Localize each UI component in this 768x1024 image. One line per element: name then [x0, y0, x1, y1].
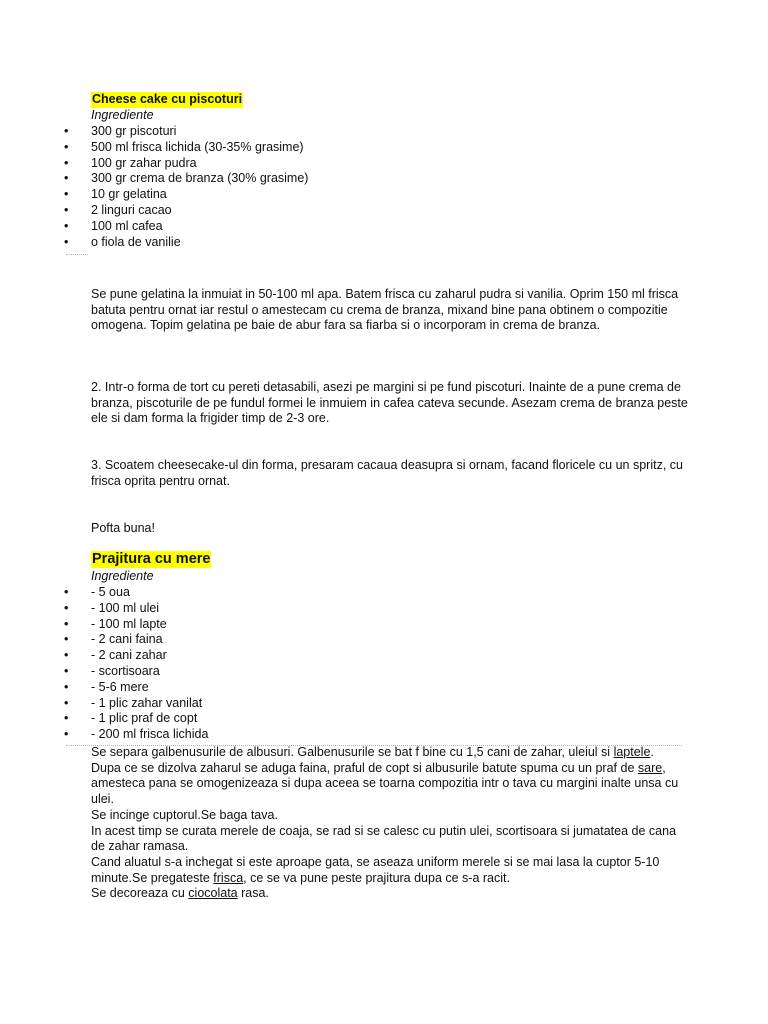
ingredient-item: • - 200 ml frisca lichida: [0, 727, 208, 743]
ingredient-item: • - 1 plic zahar vanilat: [0, 696, 208, 712]
recipe1-closing: Pofta buna!: [91, 521, 155, 535]
ingredient-item: • - 100 ml ulei: [0, 601, 208, 617]
ingredient-item: • - 2 cani faina: [0, 632, 208, 648]
ingredient-item: • - 5 oua: [0, 585, 208, 601]
ingredient-item: • 300 gr crema de branza (30% grasime): [0, 171, 308, 187]
recipe2-instructions: [91, 745, 681, 902]
recipe1-step3: 3. Scoatem cheesecake-ul din forma, presaram cacaua deasupra si ornam, facand floricele cu un spritz, cu frisca oprita pentru ornat.: [91, 458, 683, 488]
recipe1-ingredients: [0, 124, 308, 250]
ingredient-item: • - 1 plic praf de copt: [0, 711, 208, 727]
recipe1-step2: 2. Intr-o forma de tort cu pereti detasabili, asezi pe margini si pe fund piscoturi. Inainte de a pune crema de branza, piscoturile de pe fundul formei le inmuiem in cafea cateva secunde. Asezam crema de branza peste ele si dam forma la frigider timp de 2-3 ore.: [91, 380, 688, 426]
instruction-line: Se incinge cuptorul.Se baga tava.: [91, 807, 278, 822]
ingredient-item: • o fiola de vanilie: [0, 235, 308, 251]
ingredient-item: • 2 linguri cacao: [0, 203, 308, 219]
ingredient-item: • 100 ml cafea: [0, 219, 308, 235]
instruction-line: Cand aluatul s-a inchegat si este aproape gata, se aseaza uniform merele si se mai lasa la cuptor 5-10 minute.Se pregateste frisca, ce se va pune peste prajitura dupa ce s-a racit.: [91, 854, 660, 885]
dotted-separator: [66, 254, 88, 255]
instruction-line: In acest timp se curata merele de coaja, se rad si se calesc cu putin ulei, scortisoara si jumatatea de cana de zahar ramasa.: [91, 823, 677, 854]
link-ciocolata[interactable]: ciocolata: [188, 886, 238, 901]
ingredient-item: • 500 ml frisca lichida (30-35% grasime): [0, 140, 308, 156]
recipe2-subtitle: Ingrediente: [91, 569, 154, 583]
link-laptele[interactable]: laptele: [613, 745, 651, 759]
recipe2-ingredients: [0, 585, 208, 743]
recipe1-title: Cheese cake cu piscoturi: [92, 92, 243, 106]
ingredient-item: • 100 gr zahar pudra: [0, 156, 308, 172]
ingredient-item: • - 5-6 mere: [0, 680, 208, 696]
link-sare[interactable]: sare: [637, 760, 663, 775]
instruction-line: Dupa ce se dizolva zaharul se aduga faina, praful de copt si albusurile batute spuma cu un praf de sare, amesteca pana se omogenizeaza si dupa aceea se toarna compozitia intr o tava cu margini inalte unsa cu ulei.: [91, 760, 679, 807]
recipe1-subtitle: Ingrediente: [91, 108, 154, 122]
ingredient-item: • - scortisoara: [0, 664, 208, 680]
instruction-line: Se separa galbenusurile de albusuri. Galbenusurile se bat f bine cu 1,5 cani de zahar, uleiul si laptele.: [91, 745, 654, 759]
ingredient-item: • - 100 ml lapte: [0, 617, 208, 633]
recipe1-step1: Se pune gelatina la inmuiat in 50-100 ml apa. Batem frisca cu zaharul pudra si vanilia. Oprim 150 ml frisca batuta pentru ornat iar restul o amestecam cu crema de branza, mixand bine pana obtinem o compozitie omogena. Topim gelatina pe baie de abur fara sa fiarba si o incorporam in crema de branza.: [91, 287, 679, 333]
ingredient-item: • - 2 cani zahar: [0, 648, 208, 664]
instruction-line: Se decoreaza cu ciocolata rasa.: [91, 886, 269, 901]
ingredient-item: • 10 gr gelatina: [0, 187, 308, 203]
link-frisca[interactable]: frisca: [213, 870, 244, 885]
ingredient-item: • 300 gr piscoturi: [0, 124, 308, 140]
recipe2-title: Prajitura cu mere: [92, 551, 211, 567]
